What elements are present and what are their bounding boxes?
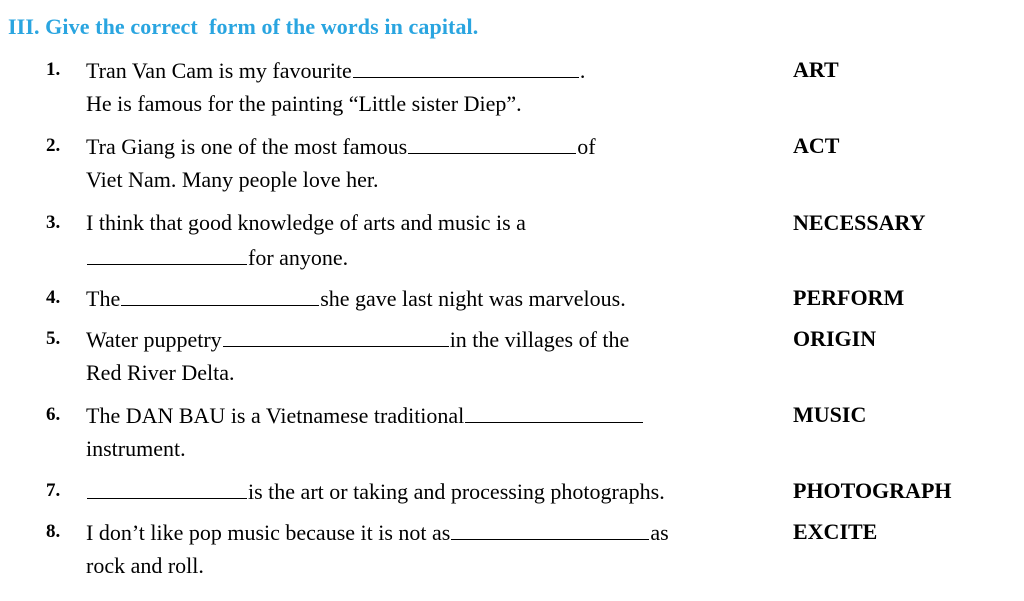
item-text-before-blank: Water puppetry [86, 327, 222, 352]
capital-word: ART [793, 57, 839, 82]
capital-word: ORIGIN [793, 326, 877, 351]
item-number: 3. [46, 212, 61, 233]
item-text-before-blank: Tra Giang is one of the most famous [86, 134, 408, 159]
item-number: 6. [46, 404, 61, 425]
item-line-2: rock and roll. [86, 553, 204, 578]
item-line-2: He is famous for the painting “Little sister Diep”. [86, 91, 522, 116]
item-number: 8. [46, 521, 61, 542]
item-line-1 [86, 281, 626, 316]
item-text-before-blank: The [86, 286, 121, 311]
item-line-2: Red River Delta. [86, 360, 235, 385]
item-line-1 [86, 53, 585, 88]
capital-word: EXCITE [793, 519, 878, 544]
capital-word: ACT [793, 133, 840, 158]
item-number: 5. [46, 328, 61, 349]
item-line-1: I think that good knowledge of arts and music is a [86, 210, 526, 235]
item-line-1 [86, 515, 669, 550]
capital-word: MUSIC [793, 402, 867, 427]
item-line-1 [86, 322, 629, 357]
item-text-after-blank: is the art or taking and processing photographs. [248, 479, 665, 504]
item-line-2: instrument. [86, 436, 186, 461]
item-number: 1. [46, 59, 61, 80]
answer-blank[interactable] [87, 474, 247, 499]
answer-blank[interactable] [408, 129, 576, 154]
item-text-before-blank: I don’t like pop music because it is not as [86, 520, 451, 545]
answer-blank[interactable] [87, 240, 247, 265]
item-text-after-blank: she gave last night was marvelous. [320, 286, 626, 311]
capital-word: PHOTOGRAPH [793, 478, 952, 503]
item-line-1 [86, 129, 596, 164]
item-line-2 [86, 240, 348, 275]
answer-blank[interactable] [121, 281, 319, 306]
item-number: 7. [46, 480, 61, 501]
exercise-heading: III. Give the correct form of the words in capital. [8, 14, 479, 39]
item-text-after-blank: for anyone. [248, 245, 349, 270]
capital-word: NECESSARY [793, 210, 926, 235]
item-text-after-blank: in the villages of the [449, 327, 630, 352]
item-line-1 [86, 398, 644, 433]
item-number: 4. [46, 287, 61, 308]
item-text-after-blank: . [579, 58, 586, 83]
answer-blank[interactable] [465, 398, 643, 423]
item-text-before-blank: Tran Van Cam is my favourite [86, 58, 352, 83]
capital-word: PERFORM [793, 285, 905, 310]
answer-blank[interactable] [451, 515, 649, 540]
item-number: 2. [46, 135, 61, 156]
item-line-1 [86, 474, 665, 509]
answer-blank[interactable] [223, 322, 449, 347]
answer-blank[interactable] [353, 53, 579, 78]
item-text-before-blank: The DAN BAU is a Vietnamese traditional [86, 403, 465, 428]
item-text-after-blank: of [577, 134, 596, 159]
item-text-after-blank: as [650, 520, 669, 545]
item-line-2: Viet Nam. Many people love her. [86, 167, 379, 192]
